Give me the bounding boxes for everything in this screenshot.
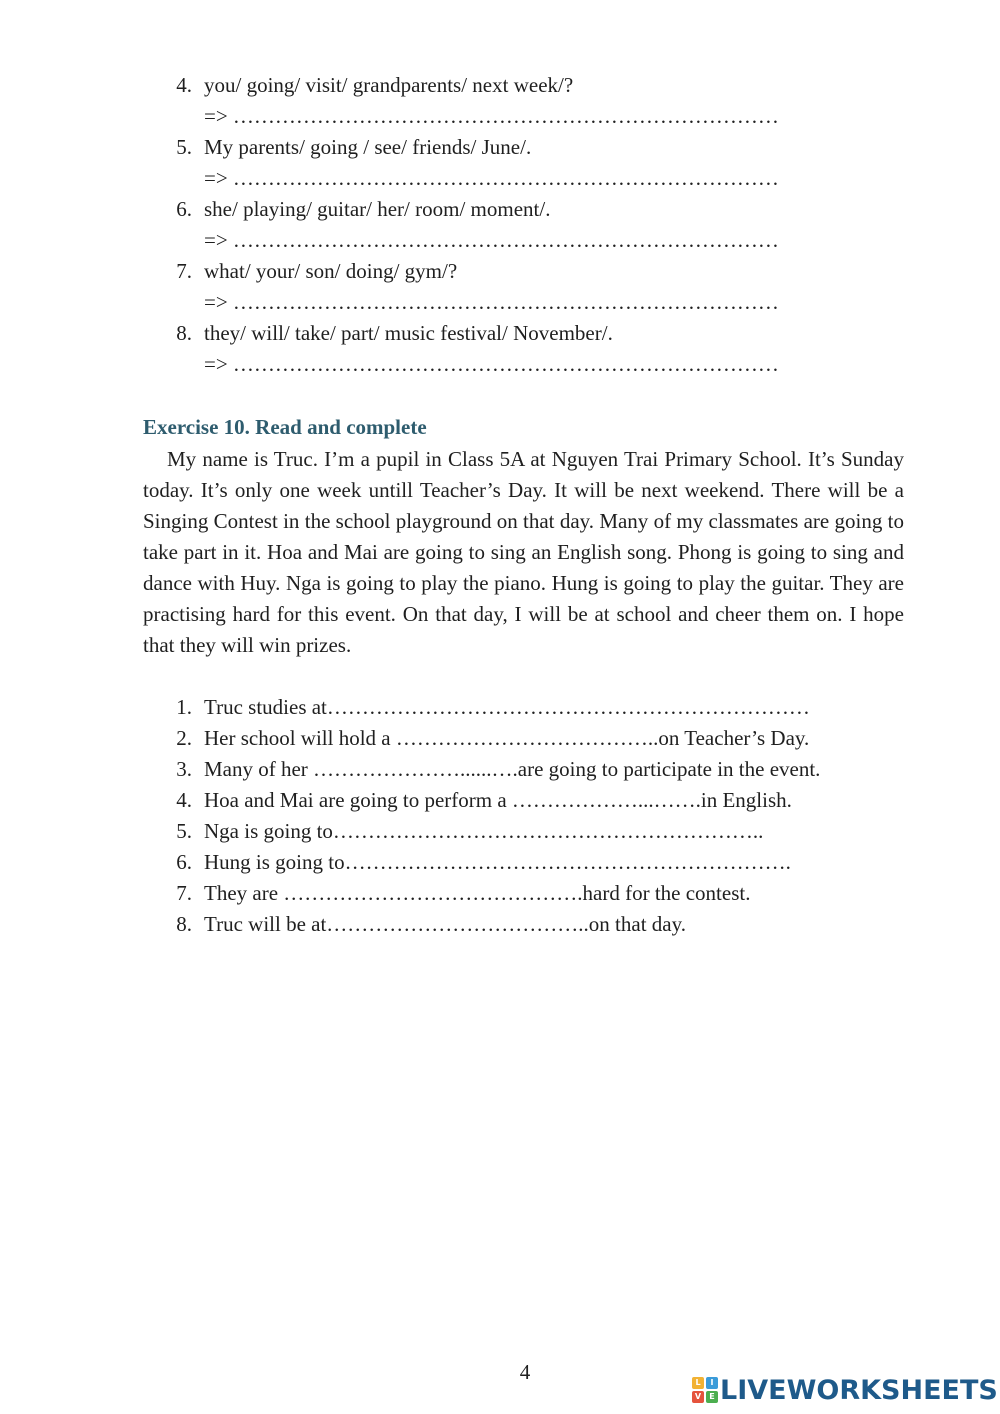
list-item[interactable]	[170, 847, 930, 878]
item-number: 8.	[176, 321, 192, 345]
liveworksheets-icon	[692, 1377, 718, 1403]
list-item[interactable]	[170, 878, 930, 909]
list-item[interactable]	[170, 723, 930, 754]
item-prompt: you/ going/ visit/ grandparents/ next week/?	[204, 73, 574, 97]
logo-tile: E	[706, 1391, 718, 1403]
answer-line[interactable]: => ……………………………………………………………………	[204, 228, 779, 252]
list-item	[170, 194, 890, 256]
answer-line[interactable]: => ……………………………………………………………………	[204, 166, 779, 190]
list-item	[170, 132, 890, 194]
logo-tile: V	[692, 1391, 704, 1403]
list-item	[170, 70, 890, 132]
item-number: 6.	[176, 197, 192, 221]
question-text[interactable]: Hung is going to……………………………………………………….	[204, 850, 791, 874]
item-number: 7.	[176, 259, 192, 283]
question-number: 6.	[176, 850, 192, 874]
question-text[interactable]: Truc studies at……………………………………………………………	[204, 695, 810, 719]
reading-passage: My name is Truc. I’m a pupil in Class 5A at Nguyen Trai Primary School. It’s Sunday today. It’s only one week untill Teacher’s Day. It will be next weekend. There will be a Singing Contest in the school playground on that day. Many of my classmates are going to take part in it. Hoa and Mai are going to sing an English song. Phong is going to sing and dance with Huy. Nga is going to play the piano. Hung is going to play the guitar. They are practising hard for this event. On that day, I will be at school and cheer them on. I hope that they will win prizes.	[143, 447, 904, 657]
question-number: 4.	[176, 788, 192, 812]
question-text[interactable]: Nga is going to……………………………………………………..	[204, 819, 764, 843]
question-number: 1.	[176, 695, 192, 719]
reorder-sentences-list	[170, 70, 890, 380]
list-item[interactable]	[170, 785, 930, 816]
item-number: 5.	[176, 135, 192, 159]
item-prompt: they/ will/ take/ part/ music festival/ November/.	[204, 321, 613, 345]
item-prompt: she/ playing/ guitar/ her/ room/ moment/.	[204, 197, 551, 221]
question-text[interactable]: Hoa and Mai are going to perform a ………………...…….in English.	[204, 788, 792, 812]
answer-line[interactable]: => ……………………………………………………………………	[204, 352, 779, 376]
question-text[interactable]: Her school will hold a ………………………………..on Teacher’s Day.	[204, 726, 810, 750]
question-text[interactable]: Many of her …………………......….are going to participate in the event.	[204, 757, 821, 781]
list-item[interactable]	[170, 692, 930, 723]
item-number: 4.	[176, 73, 192, 97]
liveworksheets-logo[interactable]	[692, 1373, 998, 1407]
answer-line[interactable]: => ……………………………………………………………………	[204, 104, 779, 128]
question-text[interactable]: They are …………………………………….hard for the contest.	[204, 881, 751, 905]
question-number: 7.	[176, 881, 192, 905]
list-item[interactable]	[170, 816, 930, 847]
logo-tile: I	[706, 1377, 718, 1389]
item-prompt: My parents/ going / see/ friends/ June/.	[204, 135, 532, 159]
list-item[interactable]	[170, 909, 930, 940]
completion-questions-list	[170, 692, 930, 940]
question-number: 3.	[176, 757, 192, 781]
page-number: 4	[519, 1360, 531, 1384]
list-item	[170, 256, 890, 318]
list-item[interactable]	[170, 754, 930, 785]
question-number: 2.	[176, 726, 192, 750]
logo-tile: L	[692, 1377, 704, 1389]
exercise-10-title: Exercise 10. Read and complete	[143, 415, 427, 439]
brand-name: LIVEWORKSHEETS	[720, 1374, 998, 1406]
question-text[interactable]: Truc will be at………………………………..on that day.	[204, 912, 686, 936]
list-item	[170, 318, 890, 380]
item-prompt: what/ your/ son/ doing/ gym/?	[204, 259, 458, 283]
answer-line[interactable]: => ……………………………………………………………………	[204, 290, 779, 314]
question-number: 8.	[176, 912, 192, 936]
question-number: 5.	[176, 819, 192, 843]
